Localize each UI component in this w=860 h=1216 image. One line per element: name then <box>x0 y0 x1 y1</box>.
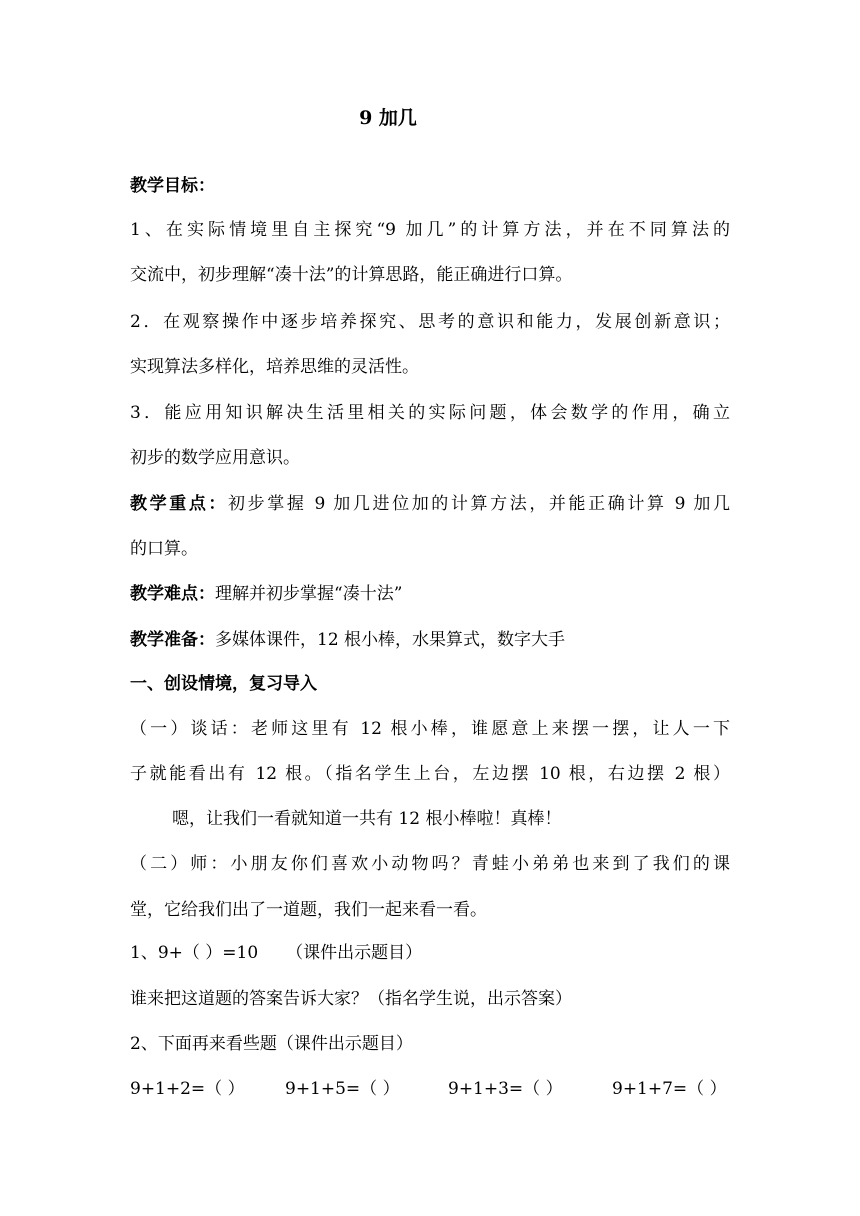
exercise-3: 9+1+3=（ ） <box>448 1079 563 1099</box>
objective-1-line-2: 交流中，初步理解“凑十法”的计算思路，能正确进行口算。 <box>130 265 573 285</box>
preparation-line <box>130 628 730 652</box>
objective-1-line-1: 1、在实际情境里自主探究“9 加几”的计算方法，并在不同算法的 <box>130 220 730 240</box>
key-point-text: 初步掌握 9 加几进位加的计算方法，并能正确计算 9 加几 <box>228 494 731 514</box>
question-2-line: 2、下面再来看些题（课件出示题目） <box>130 1034 413 1054</box>
part-2-line-2: 堂，它给我们出了一道题，我们一起来看一看。 <box>130 900 487 920</box>
difficulty-text: 理解并初步掌握“凑十法” <box>215 584 403 604</box>
exercise-1: 9+1+2=（ ） <box>130 1079 245 1099</box>
preparation-text: 多媒体课件，12 根小棒，水果算式，数字大手 <box>215 630 566 650</box>
objective-3-line-1: 3．能应用知识解决生活里相关的实际问题，体会数学的作用，确立 <box>130 403 730 423</box>
objective-2-line-1: 2．在观察操作中逐步培养探究、思考的意识和能力，发展创新意识； <box>130 312 730 332</box>
question-1-answer-prompt: 谁来把这道题的答案告诉大家？（指名学生说，出示答案） <box>130 989 572 1009</box>
question-1-note: （课件出示题目） <box>286 943 423 963</box>
part-1-line-1: （一）谈话：老师这里有 12 根小棒，谁愿意上来摆一摆，让人一下 <box>130 719 730 739</box>
part-1-line-3: 嗯，让我们一看就知道一共有 12 根小棒啦！真棒！ <box>172 809 562 829</box>
key-point-line-2: 的口算。 <box>130 539 198 559</box>
objectives-heading: 教学目标： <box>130 176 215 196</box>
key-point-line-1 <box>130 492 730 516</box>
exercise-4: 9+1+7=（ ） <box>612 1079 727 1099</box>
difficulty-label: 教学难点： <box>130 584 215 604</box>
page-title: 9 加几 <box>359 107 417 129</box>
objective-3-line-2: 初步的数学应用意识。 <box>130 448 300 468</box>
difficulty-line <box>130 582 730 606</box>
part-1-line-2: 子就能看出有 12 根。（指名学生上台，左边摆 10 根，右边摆 2 根） <box>130 764 730 784</box>
question-1-line <box>130 941 730 965</box>
section-1-heading: 一、创设情境，复习导入 <box>130 674 317 694</box>
objective-2-line-2: 实现算法多样化，培养思维的灵活性。 <box>130 357 419 377</box>
preparation-label: 教学准备： <box>130 630 215 650</box>
part-2-line-1: （二）师：小朋友你们喜欢小动物吗？青蛙小弟弟也来到了我们的课 <box>130 854 730 874</box>
key-point-label: 教学重点： <box>130 494 229 514</box>
exercise-2: 9+1+5=（ ） <box>285 1079 400 1099</box>
question-1-equation: 1、9+（ ）=10 <box>130 943 259 963</box>
